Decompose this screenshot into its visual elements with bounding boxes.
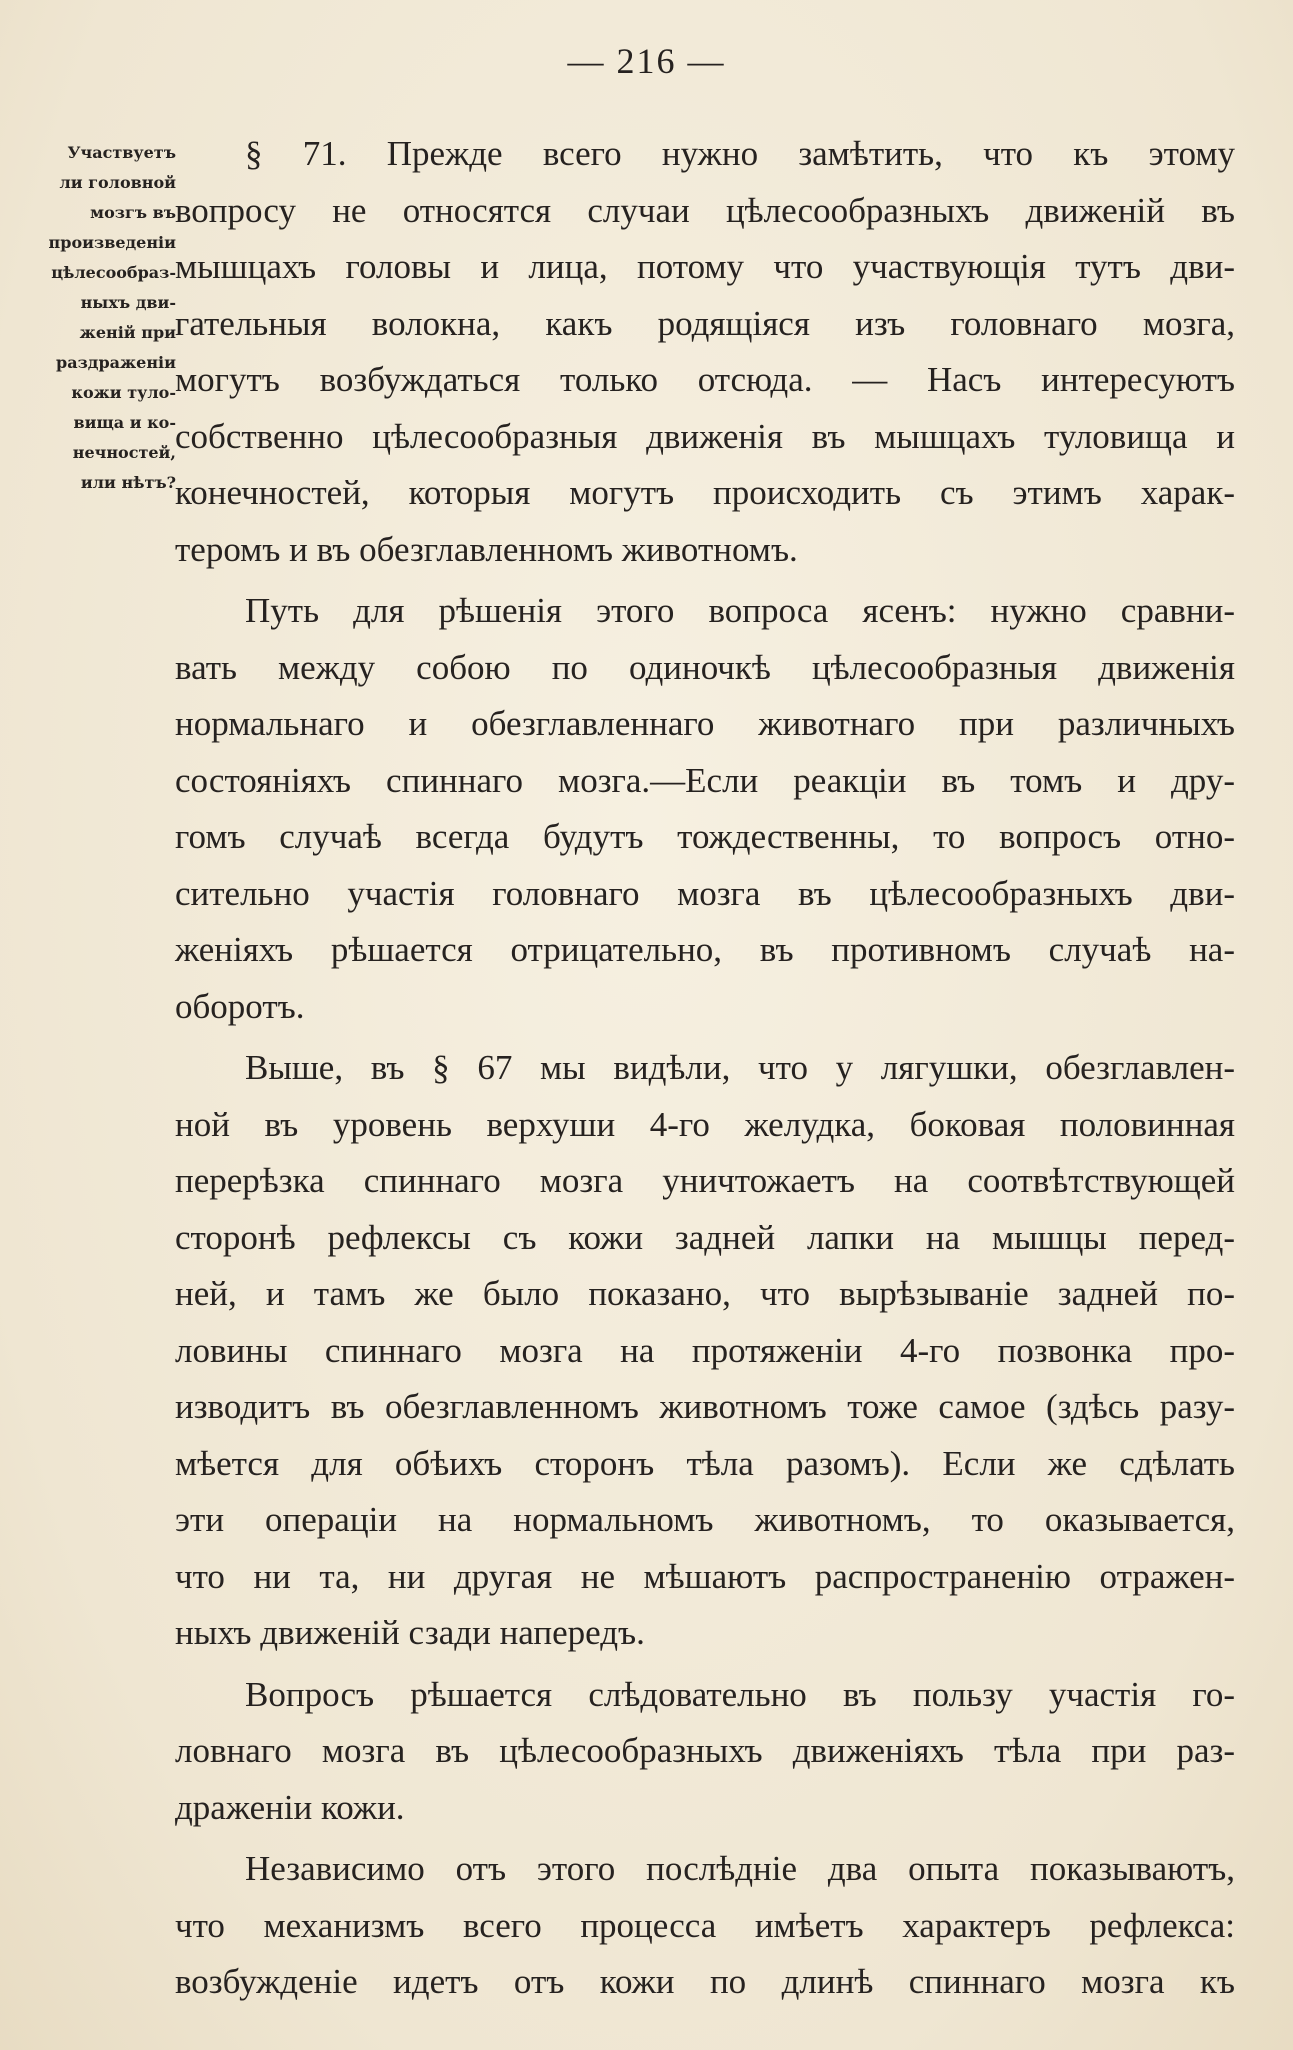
text-line: вать между собою по одиночкѣ цѣлесообразныя движенія — [175, 647, 1235, 687]
text-line: Независимо отъ этого послѣдніе два опыта показываютъ, — [245, 1849, 1235, 1888]
margin-note-line: произведеніи — [48, 233, 176, 252]
text-line: теромъ и въ обезглавленномъ животномъ. — [175, 529, 798, 569]
text-line: Выше, въ § 67 мы видѣли, что у лягушки, обезглавлен- — [245, 1048, 1235, 1087]
margin-note-line: кожи туло- — [71, 383, 176, 402]
text-line: гательныя волокна, какъ родящіяся изъ головнаго мозга, — [175, 303, 1235, 343]
text-line: ныхъ движеній сзади напередъ. — [175, 1613, 645, 1652]
margin-note-line: раздраженіи — [56, 353, 176, 372]
text-line: ной въ уровень верхуши 4-го желудка, боковая половинная — [175, 1104, 1235, 1144]
paragraph — [175, 1040, 1235, 1662]
text-line: ловнаго мозга въ цѣлесообразныхъ движеніяхъ тѣла при раз- — [175, 1731, 1235, 1770]
text-line: сторонѣ рефлексы съ кожи задней лапки на мышцы перед- — [175, 1217, 1235, 1257]
text-line: § 71. Прежде всего нужно замѣтить, что къ этому — [245, 134, 1235, 173]
text-line: женіяхъ рѣшается отрицательно, въ противномъ случаѣ на- — [175, 930, 1235, 969]
paragraph — [175, 126, 1235, 578]
text-line: изводитъ въ обезглавленномъ животномъ тоже самое (здѣсь разу- — [175, 1387, 1235, 1426]
margin-note — [26, 138, 176, 498]
margin-note-line: Участвуетъ — [67, 143, 176, 162]
text-line: нормальнаго и обезглавленнаго животнаго при различныхъ — [175, 704, 1235, 743]
text-line: эти операціи на нормальномъ животномъ, то оказывается, — [175, 1500, 1235, 1539]
text-line: перерѣзка спиннаго мозга уничтожаетъ на соотвѣтствующей — [175, 1161, 1235, 1200]
text-line: мѣется для обѣихъ сторонъ тѣла разомъ). Если же сдѣлать — [175, 1443, 1235, 1483]
text-line: оборотъ. — [175, 986, 305, 1026]
text-line: ловины спиннаго мозга на протяженіи 4-го позвонка про- — [175, 1330, 1235, 1370]
text-line: драженіи кожи. — [175, 1787, 405, 1827]
text-line: могутъ возбуждаться только отсюда. — Насъ интересуютъ — [175, 360, 1235, 399]
text-line: Вопросъ рѣшается слѣдовательно въ пользу участія го- — [245, 1674, 1235, 1714]
body-text — [175, 126, 1235, 2011]
margin-note-line: цѣлесообраз- — [51, 263, 176, 282]
margin-note-line: или нѣтъ? — [80, 473, 176, 492]
text-line: конечностей, которыя могутъ происходить съ этимъ харак- — [175, 473, 1235, 512]
text-line: гомъ случаѣ всегда будутъ тождественны, то вопросъ отно- — [175, 817, 1235, 856]
text-line: что ни та, ни другая не мѣшаютъ распространенію отражен- — [175, 1556, 1235, 1596]
margin-note-line: ныхъ дви- — [80, 293, 176, 312]
paragraph — [175, 583, 1235, 1035]
margin-note-line: нечностей, — [72, 443, 176, 462]
margin-note-line: мозгъ въ — [90, 203, 176, 222]
text-line: вопросу не относятся случаи цѣлесообразныхъ движеній въ — [175, 190, 1235, 230]
page-number: — 216 — — [567, 41, 726, 81]
margin-note-line: вища и ко- — [73, 413, 176, 432]
text-line: Путь для рѣшенія этого вопроса ясенъ: нужно сравни- — [245, 591, 1235, 630]
margin-note-line: ли головной — [59, 173, 176, 192]
text-line: собственно цѣлесообразныя движенія въ мышцахъ туловища и — [175, 416, 1235, 456]
paragraph — [175, 1667, 1235, 1837]
text-line: сительно участія головнаго мозга въ цѣлесообразныхъ дви- — [175, 873, 1235, 913]
text-line: состояніяхъ спиннаго мозга.—Если реакціи въ томъ и дру- — [175, 760, 1235, 800]
margin-note-line: женій при — [79, 323, 176, 342]
text-line: что механизмъ всего процесса имѣетъ характеръ рефлекса: — [175, 1905, 1235, 1945]
paragraph — [175, 1841, 1235, 2011]
text-line: ней, и тамъ же было показано, что вырѣзываніе задней по- — [175, 1274, 1235, 1313]
text-line: мышцахъ головы и лица, потому что участвующія тутъ дви- — [175, 247, 1235, 286]
text-line: возбужденіе идетъ отъ кожи по длинѣ спиннаго мозга къ — [175, 1962, 1235, 2001]
